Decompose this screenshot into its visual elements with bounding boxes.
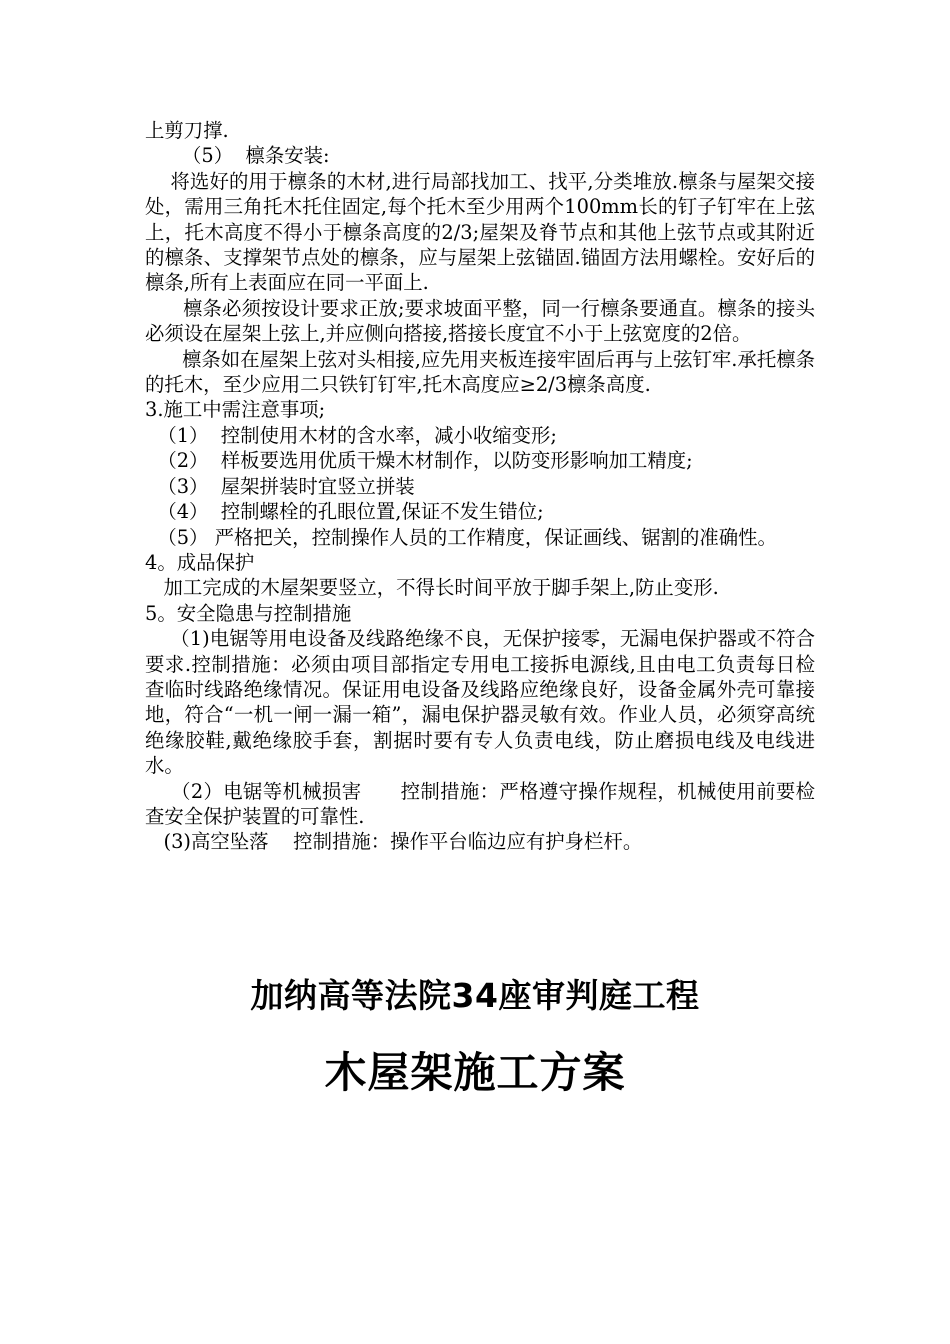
body-text <box>145 118 815 855</box>
list-item: （2） 样板要选用优质干燥木材制作，以防变形影响加工精度; <box>145 449 693 473</box>
paragraph: 上剪刀撑. <box>145 119 229 142</box>
paragraph: 檩条必须按设计要求正放;要求坡面平整，同一行檩条要通直。檩条的接头必须设在屋架上弦上,并应侧向搭接,搭接长度宜不小于上弦宽度的2倍。 <box>145 296 815 346</box>
document-subtitle: 木屋架施工方案 <box>324 1048 626 1097</box>
list-item: （3） 屋架拼装时宜竖立拼装 <box>145 474 415 498</box>
paragraph: 加工完成的木屋架要竖立，不得长时间平放于脚手架上,防止变形. <box>145 576 719 600</box>
list-item: （1） 控制使用木材的含水率，减小收缩变形; <box>145 423 557 447</box>
section-heading: 5。安全隐患与控制措施 <box>145 601 352 625</box>
list-item: (3)高空坠落 控制措施：操作平台临边应有护身栏杆。 <box>145 830 643 854</box>
list-item: （4） 控制螺栓的孔眼位置,保证不发生错位; <box>145 500 544 524</box>
list-item: （5） 严格把关，控制操作人员的工作精度，保证画线、锯割的准确性。 <box>145 525 777 549</box>
section-heading: 4。成品保护 <box>145 550 255 574</box>
list-item: （1)电锯等用电设备及线路绝缘不良，无保护接零，无漏电保护器或不符合要求.控制措施：必须由项目部指定专用电工接拆电源线,且由电工负责每日检查临时线路绝缘情况。保证用电设备及线路应绝缘良好，设备金属外壳可靠接地，符合“一机一闸一漏一箱”，漏电保护器灵敏有效。作业人员，必须穿高统绝缘胶鞋,戴绝缘胶手套，割据时要有专人负责电线，防止磨损电线及电线进水。 <box>145 627 816 778</box>
paragraph: 将选好的用于檩条的木材,进行局部找加工、找平,分类堆放.檩条与屋架交接处，需用三角托木托住固定,每个托木至少用两个100mm长的钉子钉牢在上弦上，托木高度不得小于檩条高度的2/3;屋架及脊节点和其他上弦节点或其附近的檩条、支撑架节点处的檩条，应与屋架上弦锚固.锚固方法用螺栓。安好后的檩条,所有上表面应在同一平面上. <box>145 169 815 295</box>
paragraph: 檩条如在屋架上弦对头相接,应先用夹板连接牢固后再与上弦钉牢.承托檩条的托木，至少应用二只铁钉钉牢,托木高度应≥2/3檩条高度. <box>145 347 816 397</box>
document-title: 加纳高等法院34座审判庭工程 <box>250 976 700 1015</box>
paragraph: （5） 檩条安装: <box>145 144 330 168</box>
list-item: （2）电锯等机械损害 控制措施：严格遵守操作规程，机械使用前要检查安全保护装置的可靠性. <box>145 779 815 828</box>
section-heading: 3.施工中需注意事项; <box>145 398 326 422</box>
